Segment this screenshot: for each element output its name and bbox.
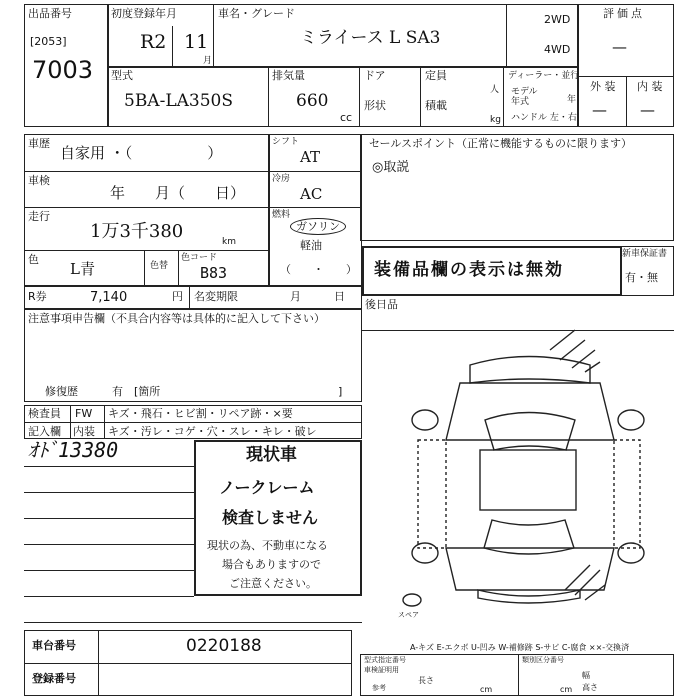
sales-points-label: セールスポイント（正常に機能するものに限ります） — [369, 137, 633, 150]
form-label: 型式指定番号 — [364, 656, 406, 664]
inspection-label: 車検 — [28, 174, 50, 187]
dealer-label: ディーラー・並行 — [508, 71, 580, 81]
inspector-row1: キズ・飛石・ヒビ割・リペア跡・×要 — [108, 407, 293, 420]
diagram-legend: A-キズ E-エクボ U-凹み W-補修跡 S-サビ C-腐食 ××-交換済 — [410, 643, 630, 652]
repair-history-value: 有 [箇所 — [112, 385, 161, 398]
handwritten-odometer: ｵﾄﾞ13380 — [28, 438, 119, 462]
recycle-label: R券 — [28, 290, 47, 303]
notes-label: 注意事項申告欄（不具合内容等は具体的に記入して下さい） — [28, 312, 325, 325]
color-label: 色 — [28, 253, 39, 266]
color-code-value: B83 — [200, 264, 228, 282]
ac-label: 冷房 — [272, 174, 291, 184]
displacement-label: 排気量 — [272, 69, 305, 82]
color-swatch-label: 色替 — [150, 261, 169, 271]
first-reg-month-unit: 月 — [203, 56, 213, 66]
repair-history-close: ] — [338, 385, 343, 398]
inspector-row1-tag: FW — [75, 407, 93, 420]
ref-label: 参考 — [372, 684, 386, 692]
sales-points-item: ◎取説 — [372, 160, 410, 175]
interior-value: — — [640, 101, 655, 119]
score-label: 評価点 — [603, 7, 645, 20]
score-value: — — [612, 38, 627, 56]
shape-label: 形状 — [364, 99, 386, 112]
shift-label: シフト — [272, 137, 300, 147]
load-unit: kg — [490, 115, 501, 125]
condition-line2: 検査しません — [222, 508, 319, 527]
fuel-light-oil: 軽油 — [300, 239, 322, 252]
condition-line4: 場合もありますので — [222, 558, 321, 571]
cert-label: 車検証明用 — [364, 666, 399, 674]
lot-code: [2053] — [30, 35, 67, 48]
bottom-form — [360, 654, 674, 696]
displacement-value: 660 — [296, 91, 329, 111]
spare-label: スペア — [398, 611, 419, 619]
type-label: 型式 — [111, 69, 133, 82]
interior-label: 内 装 — [637, 80, 663, 93]
mileage-value: 1万3千380 — [90, 221, 184, 242]
type-value: 5BA-LA350S — [124, 91, 233, 111]
exterior-value: — — [592, 101, 607, 119]
displacement-unit: cc — [340, 111, 353, 124]
fuel-other: （ ・ ） — [280, 263, 357, 276]
reg-expiry-value: 月 日 — [290, 290, 345, 303]
inspection-value: 年 月（ 日） — [110, 184, 246, 202]
height-unit: cm — [560, 685, 573, 694]
first-reg-month: 11 — [184, 31, 209, 53]
chassis-value: 0220188 — [186, 636, 262, 656]
lot-number: 7003 — [32, 56, 94, 84]
model-label: 車名・グレード — [218, 7, 295, 20]
recycle-unit: 円 — [172, 290, 183, 303]
repair-history-label: 修復歴 — [45, 385, 78, 398]
drive-4wd: 4WD — [544, 43, 571, 56]
color-value: L青 — [70, 260, 95, 278]
handle-label: ハンドル 左・右 — [511, 113, 577, 123]
condition-line3: 現状の為、不動車になる — [207, 539, 328, 552]
inspector-row2-tag: 内装 — [73, 425, 95, 438]
chassis-label: 車台番号 — [32, 639, 76, 652]
load-label: 積載 — [425, 99, 447, 112]
length-unit: cm — [480, 685, 493, 694]
year-unit: 年 — [567, 95, 577, 105]
condition-line5: ご注意ください。 — [229, 577, 317, 590]
reg-number-label: 登録番号 — [32, 672, 76, 685]
lot-label: 出品番号 — [28, 7, 72, 20]
exterior-label: 外 装 — [590, 80, 616, 93]
fuel-gasoline: ガソリン — [290, 218, 346, 235]
warranty-label: 新車保証書 — [622, 249, 668, 259]
width-label: 幅 — [582, 671, 590, 680]
drive-2wd: 2WD — [544, 13, 571, 26]
first-reg-label: 初度登録年月 — [111, 7, 177, 20]
record-label: 記入欄 — [28, 425, 61, 438]
condition-title: 現状車 — [246, 445, 297, 465]
usage-label: 車歴 — [28, 137, 50, 150]
length-label: 長さ — [418, 676, 434, 685]
condition-line1: ノークレーム — [219, 478, 315, 497]
inspector-label: 検査員 — [28, 407, 61, 420]
first-reg-era: R2 — [140, 31, 167, 53]
reg-expiry-label: 名変期限 — [194, 290, 238, 303]
shift-value: AT — [300, 148, 321, 166]
inspector-row2: キズ・汚レ・コゲ・穴・スレ・キレ・破レ — [108, 425, 317, 438]
recycle-value: 7,140 — [90, 290, 128, 305]
usage-value: 自家用 ・（ ） — [60, 144, 223, 162]
equipment-notice: 装備品欄の表示は無効 — [374, 260, 564, 280]
class-label: 類別区分番号 — [522, 656, 564, 664]
doors-label: ドア — [364, 69, 386, 82]
capacity-label: 定員 — [425, 69, 447, 82]
mileage-label: 走行 — [28, 210, 50, 223]
ac-value: AC — [300, 185, 323, 203]
capacity-unit: 人 — [490, 85, 500, 95]
height-label: 高さ — [582, 683, 598, 692]
model-year-label: モデル 年式 — [511, 87, 538, 107]
mileage-unit: km — [222, 237, 236, 247]
warranty-value: 有・無 — [625, 271, 658, 284]
fuel-label: 燃料 — [272, 210, 291, 220]
model-value: ミライース L SA3 — [300, 28, 441, 48]
color-code-label: 色コード — [181, 253, 218, 263]
later-items-label: 後日品 — [365, 298, 398, 311]
